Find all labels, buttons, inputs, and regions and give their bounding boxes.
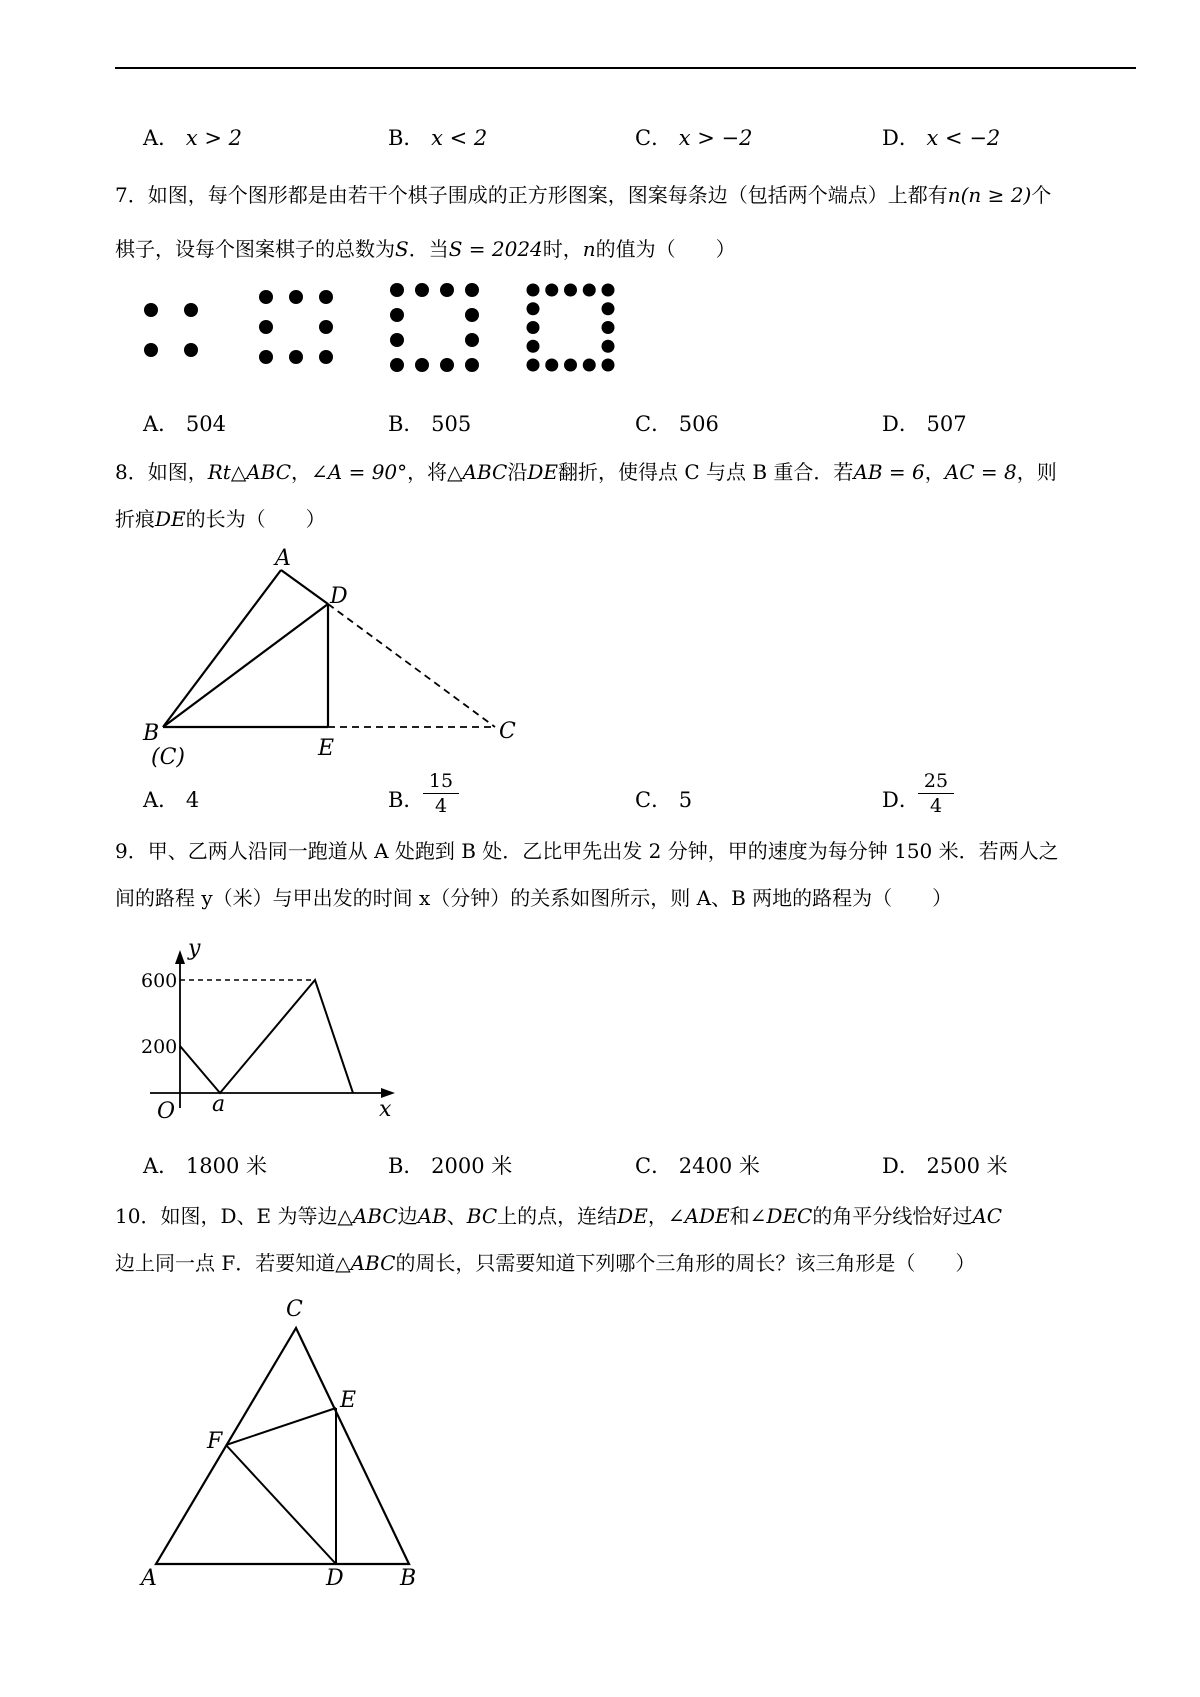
q8-label-d: D (330, 584, 348, 609)
q9-option-d[interactable]: D． 2500 米 (882, 1154, 1008, 1178)
q8-option-d[interactable]: D． (882, 788, 920, 812)
q7-line2: 棋子，设每个图案棋子的总数为S．当S = 2024时，n的值为（ ） (115, 237, 736, 261)
q8-option-b[interactable]: B． (388, 788, 425, 812)
q9-line2: 间的路程 y（米）与甲出发的时间 x（分钟）的关系如图所示，则 A、B 两地的路程为（ ） (115, 886, 953, 910)
q10-label-f: F (207, 1429, 223, 1454)
q6-option-a[interactable]: A． x > 2 (143, 126, 243, 150)
q7-chess-piece (602, 340, 615, 353)
q8-option-b-fraction: 15 4 (423, 770, 459, 817)
q10-line1: 10．如图，D、E 为等边△ABC边AB、BC上的点，连结DE，∠ADE和∠DEC的角平分线恰好过AC (115, 1204, 1003, 1228)
q10-label-c: C (286, 1297, 303, 1322)
q7-option-a[interactable]: A． 504 (143, 412, 226, 436)
q10-label-a: A (141, 1566, 157, 1591)
q9-y-label: y (188, 936, 201, 961)
q6-option-c[interactable]: C． x > −2 (635, 126, 753, 150)
q6-option-d[interactable]: D． x < −2 (882, 126, 1001, 150)
q9-option-c[interactable]: C． 2400 米 (635, 1154, 760, 1178)
q8-label-c-paren: (C) (151, 745, 185, 770)
q8-option-c[interactable]: C． 5 (635, 788, 693, 812)
q8-label-e: E (318, 736, 335, 761)
q10-segment-fd (226, 1445, 336, 1564)
q10-triangle-abc (156, 1328, 409, 1564)
q9-y-tick-200: 200 (141, 1036, 178, 1058)
q8-line2: 折痕DE的长为（ ） (115, 507, 326, 531)
q7-chess-piece (602, 302, 615, 315)
q7-option-d[interactable]: D． 507 (882, 412, 967, 436)
q9-line1: 9．甲、乙两人沿同一跑道从 A 处跑到 B 处．乙比甲先出发 2 分钟，甲的速度为每分钟 150 米．若两人之 (115, 839, 1059, 863)
q10-label-d: D (326, 1566, 344, 1591)
q6-option-b[interactable]: B． x < 2 (388, 126, 488, 150)
q7-chess-piece (602, 284, 615, 297)
q8-label-c: C (499, 719, 516, 744)
q9-option-b[interactable]: B． 2000 米 (388, 1154, 513, 1178)
q7-chess-piece (602, 359, 615, 372)
q7-line1: 7．如图，每个图形都是由若干个棋子围成的正方形图案，图案每条边（包括两个端点）上都有n(n ≥ 2)个 (115, 183, 1052, 207)
q8-option-a[interactable]: A． 4 (143, 788, 200, 812)
q9-x-tick-a: a (212, 1092, 226, 1117)
q10-line2: 边上同一点 F．若要知道△ABC的周长，只需要知道下列哪个三角形的周长？该三角形是（ ） (115, 1251, 976, 1275)
q10-label-e: E (340, 1388, 357, 1413)
q9-option-a[interactable]: A． 1800 米 (143, 1154, 267, 1178)
q9-origin-label: O (157, 1099, 176, 1124)
q10-label-b: B (400, 1566, 417, 1591)
q7-chess-piece (602, 321, 615, 334)
q7-option-b[interactable]: B． 505 (388, 412, 472, 436)
q8-label-b: B (143, 721, 160, 746)
q7-option-c[interactable]: C． 506 (635, 412, 719, 436)
q8-line1: 8．如图，Rt△ABC，∠A = 90°，将△ABC沿DE翻折，使得点 C 与点 B 重合．若AB = 6，AC = 8，则 (115, 460, 1057, 484)
q8-label-a: A (275, 546, 291, 571)
q10-figure (0, 0, 600, 1600)
q9-y-tick-600: 600 (141, 970, 178, 992)
q8-option-d-fraction: 25 4 (918, 770, 954, 817)
q10-segment-fe (226, 1408, 336, 1445)
q9-x-label: x (379, 1097, 392, 1122)
